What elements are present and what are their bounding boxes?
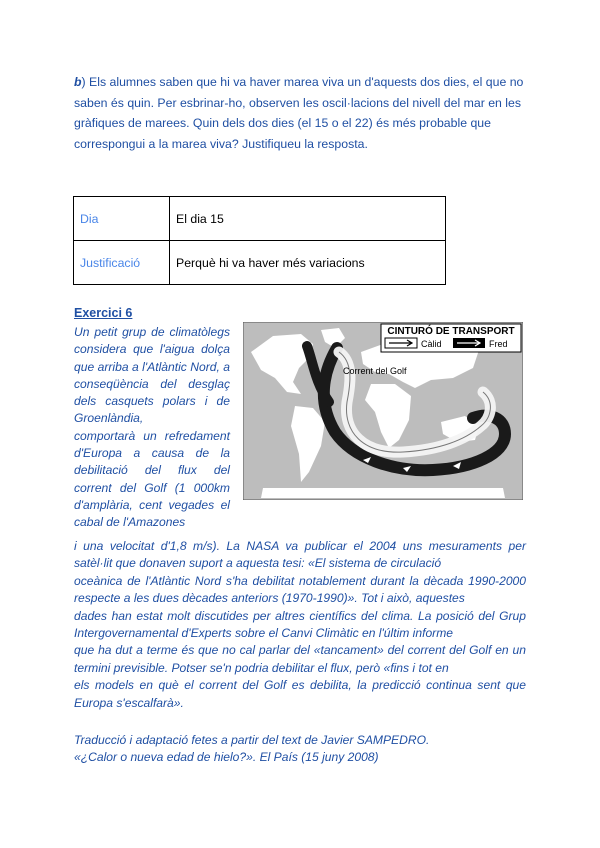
warm-legend-label: Càlid	[421, 339, 442, 349]
credit-line: «¿Calor o nueva edad de hielo?». El País (15 juny 2008)	[74, 750, 379, 765]
table-cell-value-day: El dia 15	[170, 197, 446, 241]
source-credit	[74, 732, 526, 767]
exercise-title: Exercici 6	[74, 306, 133, 320]
gulf-stream-label: Corrent del Golf	[343, 366, 407, 376]
exercise-text-full	[74, 538, 526, 712]
text-line: oceànica de l'Atlàntic Nord s'ha debilitat notablement durant la dècada 1990-2000	[74, 573, 526, 588]
text-line: d'amplària, cent vegades el	[74, 497, 230, 512]
table-cell-value-justification: Perquè hi va haver més variacions	[170, 241, 446, 285]
text-line: dades han estat molt discutides per altres científics del clima. La posició del Grup	[74, 608, 526, 623]
text-line: debilitació del flux del	[74, 463, 230, 478]
part-b-text: ) Els alumnes saben que hi va haver marea viva un d'aquests dos dies, el que no saben és quin. Per esbrinar-ho, observen les oscil·lacions del nivell del mar en les gràfiques de marees. Quin dels dos dies (el 15 o el 22) és més probable que correspongui a la marea viva? Justifiqueu la resposta.	[74, 75, 524, 151]
text-line: respecte a les dues dècades anteriors (1970-1990)». Tot i això, aquestes	[74, 591, 465, 606]
text-line: i una velocitat d'1,8 m/s). La NASA va publicar el 2004 uns mesuraments per	[74, 539, 526, 553]
text-line: considera que l'aigua dolça	[74, 342, 230, 357]
text-line: satèl·lit que donaven suport a aquesta tesi: «El sistema de circulació	[74, 556, 442, 571]
answer-table	[73, 196, 446, 285]
conveyor-belt-map	[243, 322, 523, 500]
table-row	[74, 197, 446, 241]
map-antarctica	[261, 488, 505, 498]
cold-legend-label: Fred	[489, 339, 508, 349]
table-row	[74, 241, 446, 285]
table-cell-key-day: Dia	[74, 197, 170, 241]
credit-line: Traducció i adaptació fetes a partir del text de Javier SAMPEDRO.	[74, 733, 430, 747]
text-line: Europa s'escalfarà».	[74, 695, 184, 710]
exercise-text-wrapped	[74, 324, 230, 532]
text-line: Groenlàndia,	[74, 411, 144, 426]
text-line: termini previsible. Potser se'n podria debilitar el flux, però «fins i tot en	[74, 660, 449, 675]
part-b-label: b	[74, 75, 82, 89]
text-line: Un petit grup de climatòlegs	[74, 325, 230, 339]
text-line: que arriba a l'Atlàntic Nord, a	[74, 359, 230, 374]
text-line: dels casquets polars i de	[74, 394, 230, 409]
text-line: que ha dut a terme és que no cal parlar del «tancament» del corrent del Golf en un	[74, 643, 526, 658]
text-line: corrent del Golf (1 000km	[74, 480, 230, 495]
exercise-part-b	[74, 72, 526, 154]
map-title: CINTURÓ DE TRANSPORT	[387, 326, 515, 337]
table-cell-key-justification: Justificació	[74, 241, 170, 285]
text-line: conseqüència del desglaç	[74, 376, 230, 391]
text-line: els models en què el corrent del Golf es debilita, la predicció continua sent que	[74, 678, 526, 693]
text-line: cabal de l'Amazones	[74, 515, 186, 530]
text-line: comportarà un refredament	[74, 428, 230, 443]
text-line: d'Europa a causa de la	[74, 446, 230, 461]
text-line: Intergovernamental d'Experts sobre el Canvi Climàtic en l'últim informe	[74, 626, 454, 641]
